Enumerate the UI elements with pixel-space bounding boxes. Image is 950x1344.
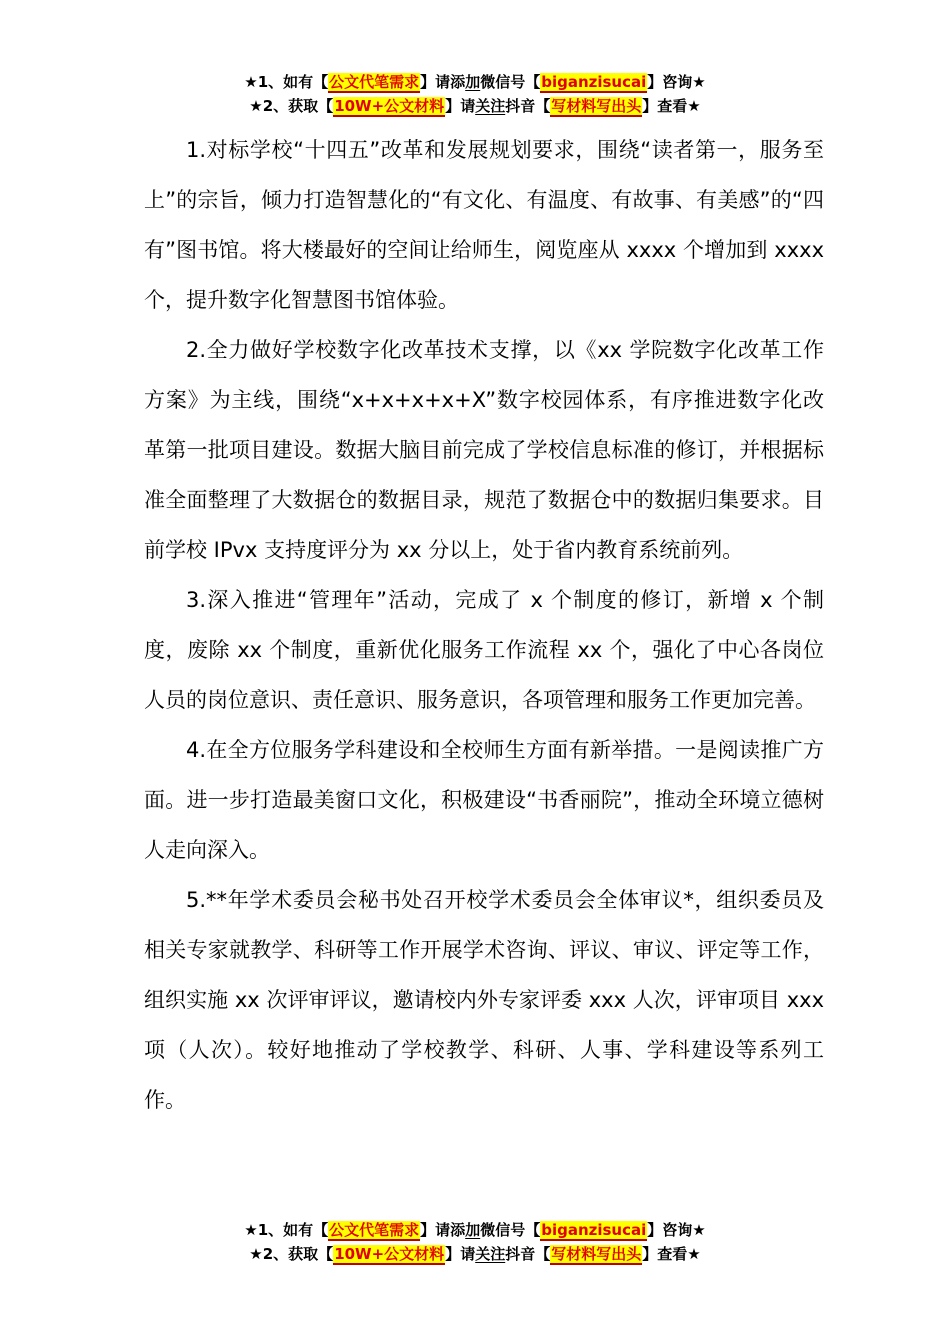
banner-line-2: ★2、获取【10W+公文材料】请关注抖音【写材料写出头】查看★ — [249, 97, 701, 115]
paragraph-1: 1.对标学校“十四五”改革和发展规划要求，围绕“读者第一，服务至上”的宗旨，倾力打造智慧化的“有文化、有温度、有故事、有美感”的“四有”图书馆。将大楼最好的空间让给师生，阅览座从 xxxx 个增加到 xxxx 个，提升数字化智慧图书馆体验。 — [144, 138, 824, 312]
paragraph-3: 3.深入推进“管理年”活动，完成了 x 个制度的修订，新增 x 个制度，废除 xx 个制度，重新优化服务工作流程 xx 个，强化了中心各岗位人员的岗位意识、责任意识、服务意识，各项管理和服务工作更加完善。 — [144, 588, 824, 712]
highlight-writing-service: 公文代笔需求 — [329, 1221, 420, 1239]
highlight-wechat-id: biganzisucai — [541, 73, 647, 91]
highlight-writing-service: 公文代笔需求 — [329, 73, 420, 91]
banner-line-2: ★2、获取【10W+公文材料】请关注抖音【写材料写出头】查看★ — [249, 1245, 701, 1263]
highlight-materials: 10W+公文材料 — [334, 1245, 445, 1263]
paragraph-4: 4.在全方位服务学科建设和全校师生方面有新举措。一是阅读推广方面。进一步打造最美窗口文化，积极建设“书香丽院”，推动全环境立德树人走向深入。 — [144, 738, 824, 862]
highlight-douyin-account: 写材料写出头 — [551, 97, 642, 115]
highlight-douyin-account: 写材料写出头 — [551, 1245, 642, 1263]
banner-line-1: ★1、如有【公文代笔需求】请添加微信号【biganzisucai】咨询★ — [244, 1221, 706, 1239]
footer-banner — [0, 1218, 950, 1266]
banner-line-1: ★1、如有【公文代笔需求】请添加微信号【biganzisucai】咨询★ — [244, 73, 706, 91]
document-body — [144, 125, 824, 1125]
highlight-materials: 10W+公文材料 — [334, 97, 445, 115]
paragraph-5: 5.**年学术委员会秘书处召开校学术委员会全体审议*，组织委员及相关专家就教学、科研等工作开展学术咨询、评议、审议、评定等工作，组织实施 xx 次评审评议，邀请校内外专家评委 xxx 人次，评审项目 xxx 项（人次）。较好地推动了学校教学、科研、人事、学科建设等系列工作。 — [144, 888, 824, 1112]
paragraph-2: 2.全力做好学校数字化改革技术支撑，以《xx 学院数字化改革工作方案》为主线，围绕“x+x+x+x+X”数字校园体系，有序推进数字化改革第一批项目建设。数据大脑目前完成了学校信息标准的修订，并根据标准全面整理了大数据仓的数据目录，规范了数据仓中的数据归集要求。目前学校 IPvx 支持度评分为 xx 分以上，处于省内教育系统前列。 — [144, 338, 824, 562]
highlight-wechat-id: biganzisucai — [541, 1221, 647, 1239]
header-banner — [0, 70, 950, 118]
